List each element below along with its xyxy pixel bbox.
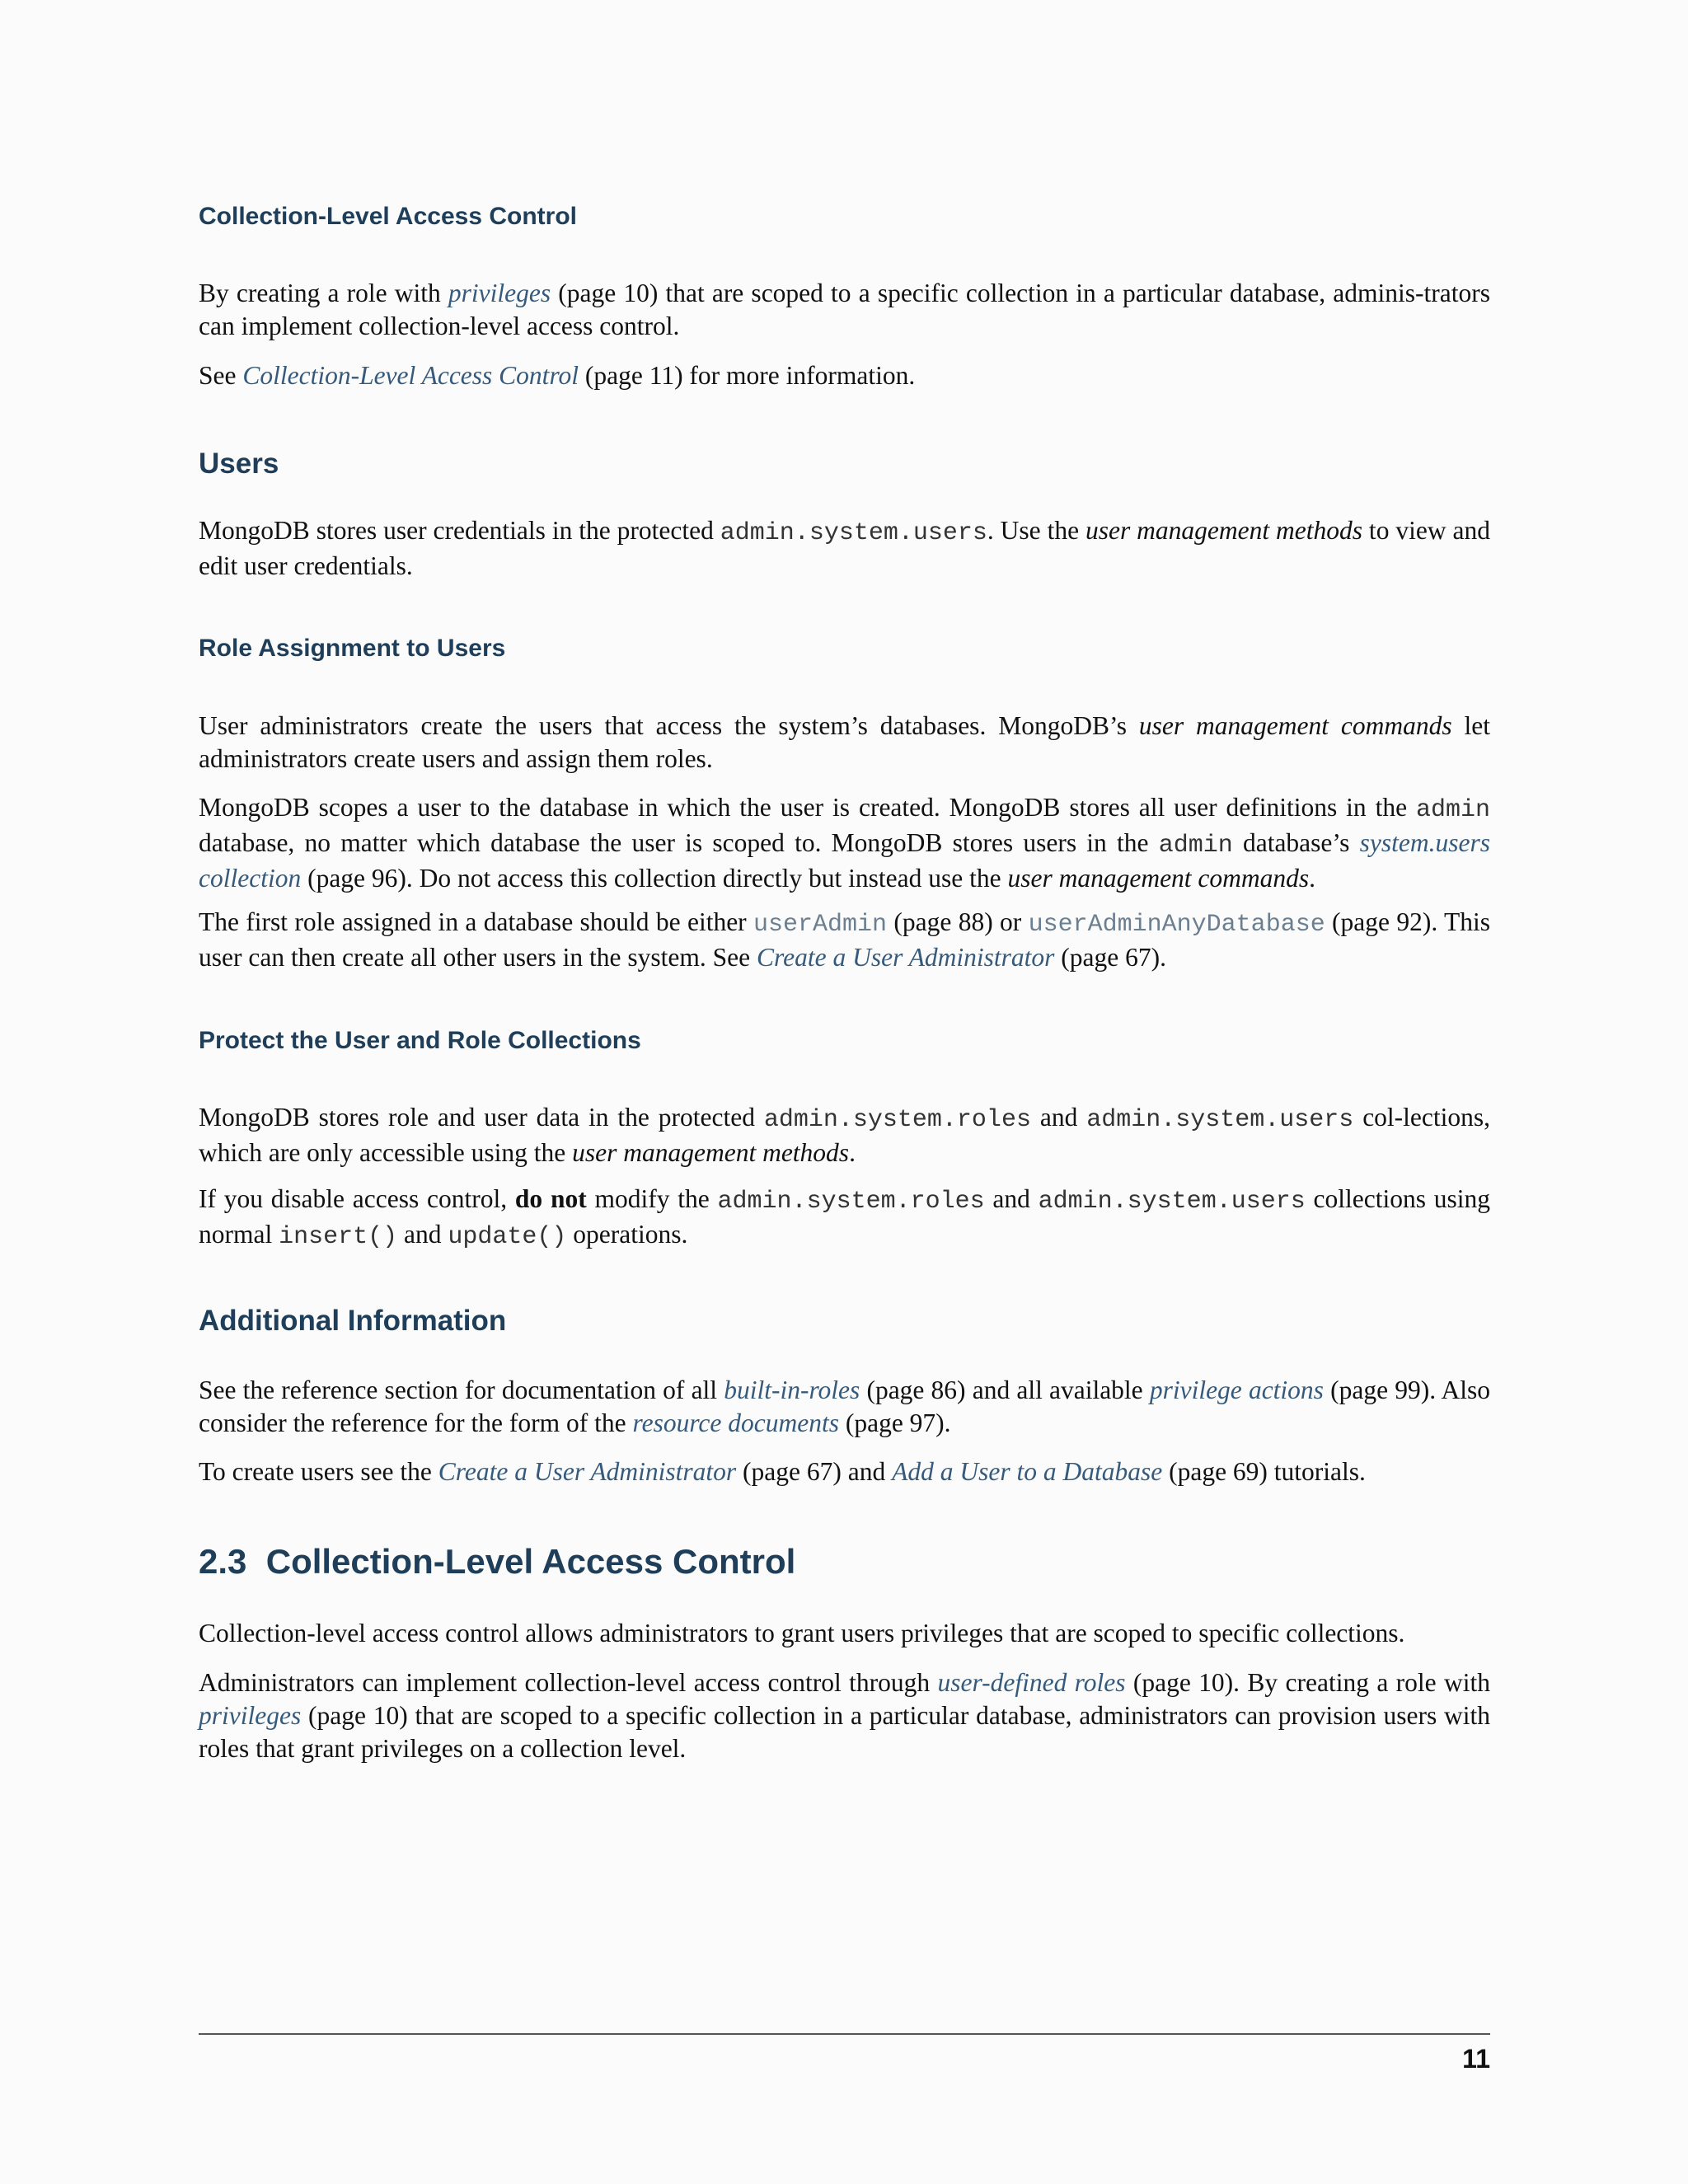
text: and [984, 1184, 1039, 1213]
text: (page 96). Do not access this collection directly but instead use the [301, 864, 1008, 893]
paragraph-see-collection-level [199, 359, 1490, 392]
link-privilege-actions[interactable]: privilege actions [1149, 1376, 1324, 1404]
link-privileges[interactable]: privileges [448, 279, 551, 307]
page-number: 11 [1462, 2044, 1490, 2074]
paragraph-protect-2 [199, 1183, 1490, 1254]
link-collection-level-access-control[interactable]: Collection-Level Access Control [242, 361, 579, 390]
text: (page 99). Also consider the reference for the form of the [199, 1376, 1490, 1437]
link-user-defined-roles[interactable]: user-defined roles [937, 1668, 1126, 1697]
text: and [397, 1220, 448, 1249]
heading-role-assignment: Role Assignment to Users [199, 635, 506, 662]
text: By creating a role with [199, 279, 448, 307]
code-admin: admin [1158, 832, 1233, 860]
text: database’s [1232, 828, 1360, 857]
section-number: 2.3 [199, 1542, 247, 1581]
text: (page 67). [1054, 943, 1166, 972]
paragraph-additional-2 [199, 1455, 1490, 1488]
text: User administrators create the users that access the system’s databases. MongoDB’s [199, 711, 1139, 740]
text: See the reference section for documentation of all [199, 1376, 724, 1404]
text: To create users see the [199, 1457, 438, 1486]
text: (page 11) for more information. [579, 361, 916, 390]
text: See [199, 361, 243, 390]
code-admin-system-roles: admin.system.roles [717, 1188, 985, 1216]
text: . [1309, 864, 1316, 893]
text: (page 97). [838, 1408, 951, 1437]
link-create-user-administrator[interactable]: Create a User Administrator [438, 1457, 737, 1486]
text: If you disable access control, [199, 1184, 515, 1213]
link-privileges[interactable]: privileges [199, 1701, 302, 1730]
text: (page 10) that are scoped to a specific collection in a particular database, administrators can provision users with roles that grant privileges on a collection level. [199, 1701, 1490, 1763]
emphasis-user-management-commands: user management commands [1138, 711, 1452, 740]
link-useradmin[interactable]: userAdmin [753, 911, 888, 939]
text: database, no matter which database the user is scoped to. MongoDB stores users in the [199, 828, 1159, 857]
text: modify the [586, 1184, 718, 1213]
text: let administrators create users and assign them roles. [199, 711, 1490, 773]
text: (page 88) or [887, 907, 1029, 936]
text: (page 10). By creating a role with [1125, 1668, 1490, 1697]
text: to view and edit user credentials. [199, 516, 1490, 580]
text: collections using normal [199, 1184, 1490, 1249]
text: (page 67) and [736, 1457, 893, 1486]
text: MongoDB stores user credentials in the protected [199, 516, 720, 545]
section-title: Collection-Level Access Control [265, 1542, 796, 1581]
text: (page 86) and all available [860, 1376, 1150, 1404]
text: MongoDB scopes a user to the database in which the user is created. MongoDB stores all user definitions in the [199, 793, 1416, 822]
paragraph-collection-level-intro [199, 277, 1490, 343]
link-resource-documents[interactable]: resource documents [632, 1408, 839, 1437]
text: The first role assigned in a database should be either [199, 907, 754, 936]
heading-collection-level-access-control: Collection-Level Access Control [199, 203, 577, 230]
code-admin-system-users: admin.system.users [1038, 1188, 1306, 1216]
link-useradminanydatabase[interactable]: userAdminAnyDatabase [1028, 911, 1325, 939]
text: Administrators can implement collection-level access control through [199, 1668, 938, 1697]
code-admin: admin [1415, 796, 1490, 824]
heading-section-2-3 [199, 1542, 795, 1582]
text: (page 69) tutorials. [1162, 1457, 1366, 1486]
emphasis-user-management-methods: user management methods [1085, 516, 1363, 545]
text: (page 92). This user can then create all other users in the system. See [199, 907, 1490, 972]
text: . [849, 1138, 856, 1167]
paragraph-sec23-2 [199, 1666, 1490, 1765]
text: MongoDB stores role and user data in the protected [199, 1103, 764, 1132]
link-system-users-collection[interactable]: system.users collection [199, 828, 1491, 893]
paragraph-role-assignment-2 [199, 791, 1490, 895]
text: . Use the [987, 516, 1085, 545]
heading-additional-information: Additional Information [199, 1305, 507, 1337]
text: (page 10) that are scoped to a specific collection in a particular database, adminis-trators can implement collection-level access control. [199, 279, 1490, 340]
footer-rule [199, 2033, 1490, 2035]
emphasis-user-management-methods: user management methods [572, 1138, 850, 1167]
paragraph-role-assignment-1 [199, 710, 1490, 776]
code-insert: insert() [279, 1223, 398, 1251]
heading-protect-collections: Protect the User and Role Collections [199, 1027, 641, 1054]
paragraph-additional-1 [199, 1374, 1490, 1440]
link-built-in-roles[interactable]: built-in-roles [724, 1376, 860, 1404]
code-admin-system-roles: admin.system.roles [763, 1106, 1031, 1134]
text: col-lections, which are only accessible using the [199, 1103, 1491, 1167]
link-create-user-administrator[interactable]: Create a User Administrator [757, 943, 1055, 972]
strong-do-not: do not [514, 1184, 587, 1213]
link-add-user-to-database[interactable]: Add a User to a Database [892, 1457, 1163, 1486]
text: and [1030, 1103, 1087, 1132]
code-admin-system-users: admin.system.users [720, 519, 987, 547]
emphasis-user-management-commands: user management commands [1007, 864, 1310, 893]
text: operations. [566, 1220, 688, 1249]
paragraph-sec23-1: Collection-level access control allows administrators to grant users privileges that are scoped to specific collections. [199, 1619, 1405, 1647]
heading-users: Users [199, 448, 279, 480]
code-admin-system-users: admin.system.users [1086, 1106, 1354, 1134]
paragraph-protect-1 [199, 1101, 1490, 1169]
code-update: update() [448, 1223, 567, 1251]
paragraph-users [199, 514, 1490, 583]
paragraph-role-assignment-3 [199, 906, 1490, 974]
